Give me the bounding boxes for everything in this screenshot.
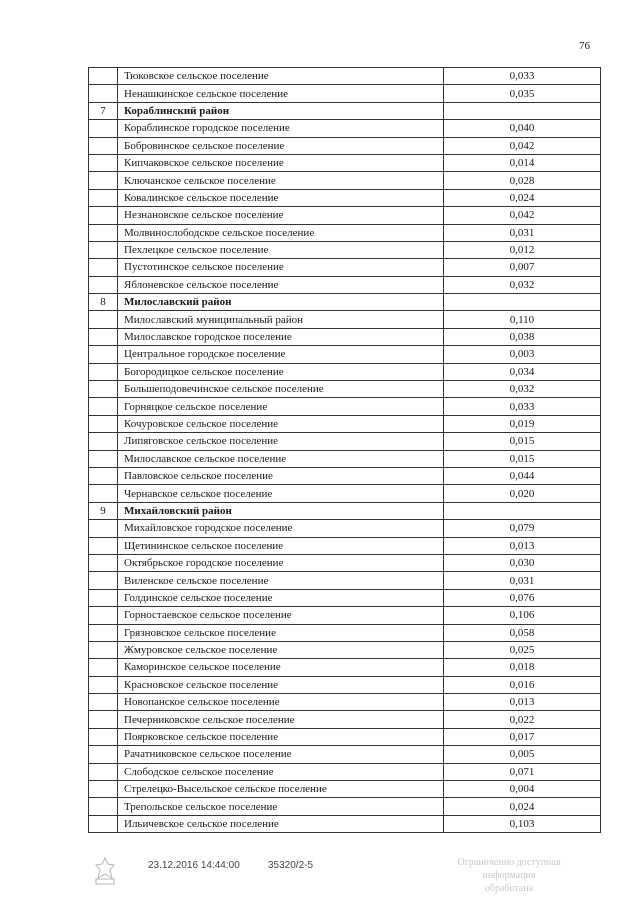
district-name-cell: Михайловский район bbox=[118, 502, 444, 519]
row-number-cell bbox=[89, 172, 118, 189]
table-row bbox=[89, 172, 601, 189]
settlement-name-cell: Чернавское сельское поселение bbox=[118, 485, 444, 502]
row-number-cell bbox=[89, 311, 118, 328]
value-cell: 0,042 bbox=[444, 137, 601, 154]
row-number-cell bbox=[89, 485, 118, 502]
value-cell: 0,031 bbox=[444, 224, 601, 241]
value-cell: 0,058 bbox=[444, 624, 601, 641]
settlement-name-cell: Милославский муниципальный район bbox=[118, 311, 444, 328]
district-name-cell: Милославский район bbox=[118, 294, 444, 311]
watermark-line-2: обработана bbox=[484, 883, 534, 894]
table-row bbox=[89, 607, 601, 624]
settlement-name-cell: Молвинослободское сельское поселение bbox=[118, 224, 444, 241]
row-number-cell bbox=[89, 641, 118, 658]
settlement-name-cell: Слободское сельское поселение bbox=[118, 763, 444, 780]
row-number-cell bbox=[89, 137, 118, 154]
row-number-cell bbox=[89, 728, 118, 745]
row-number-cell bbox=[89, 328, 118, 345]
value-cell: 0,030 bbox=[444, 554, 601, 571]
table-row bbox=[89, 120, 601, 137]
table-row bbox=[89, 746, 601, 763]
row-number-cell bbox=[89, 537, 118, 554]
value-cell: 0,020 bbox=[444, 485, 601, 502]
table-row bbox=[89, 554, 601, 571]
value-cell: 0,106 bbox=[444, 607, 601, 624]
row-number-cell bbox=[89, 711, 118, 728]
table-row bbox=[89, 659, 601, 676]
row-number-cell bbox=[89, 398, 118, 415]
value-cell: 0,032 bbox=[444, 276, 601, 293]
settlement-name-cell: Ковалинское сельское поселение bbox=[118, 189, 444, 206]
row-number-cell: 9 bbox=[89, 502, 118, 519]
settlement-name-cell: Милославское сельское поселение bbox=[118, 450, 444, 467]
value-cell: 0,044 bbox=[444, 467, 601, 484]
settlement-name-cell: Виленское сельское поселение bbox=[118, 572, 444, 589]
table-row bbox=[89, 346, 601, 363]
row-number-cell bbox=[89, 276, 118, 293]
table-row bbox=[89, 589, 601, 606]
settlement-name-cell: Щетининское сельское поселение bbox=[118, 537, 444, 554]
row-number-cell bbox=[89, 659, 118, 676]
table-row bbox=[89, 450, 601, 467]
settlement-name-cell: Жмуровское сельское поселение bbox=[118, 641, 444, 658]
settlement-name-cell: Кочуровское сельское поселение bbox=[118, 415, 444, 432]
settlement-name-cell: Большеподовечинское сельское поселение bbox=[118, 381, 444, 398]
table-row bbox=[89, 259, 601, 276]
value-cell: 0,003 bbox=[444, 346, 601, 363]
value-cell: 0,032 bbox=[444, 381, 601, 398]
table-row bbox=[89, 763, 601, 780]
settlement-name-cell: Каморинское сельское поселение bbox=[118, 659, 444, 676]
settlement-name-cell: Горняцкое сельское поселение bbox=[118, 398, 444, 415]
settlement-name-cell: Михайловское городское поселение bbox=[118, 520, 444, 537]
value-cell: 0,005 bbox=[444, 746, 601, 763]
table-row bbox=[89, 224, 601, 241]
row-number-cell bbox=[89, 224, 118, 241]
table-row bbox=[89, 68, 601, 85]
page-footer bbox=[0, 856, 640, 896]
district-name-cell: Кораблинский район bbox=[118, 102, 444, 119]
row-number-cell bbox=[89, 450, 118, 467]
coat-of-arms-icon bbox=[92, 856, 118, 891]
row-number-cell bbox=[89, 589, 118, 606]
value-cell: 0,033 bbox=[444, 68, 601, 85]
settlement-name-cell: Центральное городское поселение bbox=[118, 346, 444, 363]
value-cell: 0,013 bbox=[444, 537, 601, 554]
row-number-cell bbox=[89, 207, 118, 224]
settlement-name-cell: Бобровинское сельское поселение bbox=[118, 137, 444, 154]
allocation-table bbox=[88, 67, 601, 833]
row-number-cell bbox=[89, 189, 118, 206]
table-row bbox=[89, 189, 601, 206]
value-cell: 0,015 bbox=[444, 433, 601, 450]
value-cell: 0,017 bbox=[444, 728, 601, 745]
value-cell: 0,022 bbox=[444, 711, 601, 728]
row-number-cell bbox=[89, 467, 118, 484]
settlement-name-cell: Кипчаковское сельское поселение bbox=[118, 154, 444, 171]
footer-doc-number: 35320/2-5 bbox=[268, 860, 314, 871]
value-cell: 0,033 bbox=[444, 398, 601, 415]
watermark-line-1: Ограниченно доступная информация bbox=[457, 857, 561, 881]
settlement-name-cell: Стрелецко-Высельское сельское поселение bbox=[118, 781, 444, 798]
row-number-cell bbox=[89, 572, 118, 589]
row-number-cell bbox=[89, 154, 118, 171]
table-row bbox=[89, 415, 601, 432]
value-cell bbox=[444, 294, 601, 311]
settlement-name-cell: Незнановское сельское поселение bbox=[118, 207, 444, 224]
value-cell: 0,018 bbox=[444, 659, 601, 676]
table-row bbox=[89, 537, 601, 554]
settlement-name-cell: Новопанское сельское поселение bbox=[118, 694, 444, 711]
value-cell: 0,110 bbox=[444, 311, 601, 328]
row-number-cell bbox=[89, 781, 118, 798]
row-number-cell bbox=[89, 415, 118, 432]
table-row bbox=[89, 328, 601, 345]
settlement-name-cell: Богородицкое сельское поселение bbox=[118, 363, 444, 380]
row-number-cell bbox=[89, 363, 118, 380]
value-cell: 0,024 bbox=[444, 798, 601, 815]
table-row bbox=[89, 85, 601, 102]
settlement-name-cell: Ненашкинское сельское поселение bbox=[118, 85, 444, 102]
settlement-name-cell: Пустотинское сельское поселение bbox=[118, 259, 444, 276]
value-cell: 0,040 bbox=[444, 120, 601, 137]
watermark-stamp bbox=[434, 856, 584, 895]
settlement-name-cell: Тюковское сельское поселение bbox=[118, 68, 444, 85]
value-cell: 0,034 bbox=[444, 363, 601, 380]
value-cell: 0,013 bbox=[444, 694, 601, 711]
table-row bbox=[89, 398, 601, 415]
settlement-name-cell: Милославское городское поселение bbox=[118, 328, 444, 345]
table-row bbox=[89, 520, 601, 537]
district-row bbox=[89, 294, 601, 311]
settlement-name-cell: Липяговское сельское поселение bbox=[118, 433, 444, 450]
table-row bbox=[89, 815, 601, 832]
row-number-cell bbox=[89, 763, 118, 780]
value-cell: 0,028 bbox=[444, 172, 601, 189]
settlement-name-cell: Октябрьское городское поселение bbox=[118, 554, 444, 571]
row-number-cell bbox=[89, 815, 118, 832]
row-number-cell bbox=[89, 607, 118, 624]
table-row bbox=[89, 207, 601, 224]
district-row bbox=[89, 502, 601, 519]
table-row bbox=[89, 381, 601, 398]
value-cell bbox=[444, 502, 601, 519]
value-cell: 0,015 bbox=[444, 450, 601, 467]
table-row bbox=[89, 781, 601, 798]
table-row bbox=[89, 276, 601, 293]
table-row bbox=[89, 572, 601, 589]
value-cell: 0,016 bbox=[444, 676, 601, 693]
value-cell: 0,004 bbox=[444, 781, 601, 798]
value-cell: 0,031 bbox=[444, 572, 601, 589]
settlement-name-cell: Голдинское сельское поселение bbox=[118, 589, 444, 606]
value-cell: 0,024 bbox=[444, 189, 601, 206]
row-number-cell: 7 bbox=[89, 102, 118, 119]
table-row bbox=[89, 467, 601, 484]
settlement-name-cell: Красновское сельское поселение bbox=[118, 676, 444, 693]
row-number-cell bbox=[89, 554, 118, 571]
table-row bbox=[89, 624, 601, 641]
table-row bbox=[89, 137, 601, 154]
table-row bbox=[89, 711, 601, 728]
value-cell: 0,103 bbox=[444, 815, 601, 832]
settlement-name-cell: Пехлецкое сельское поселение bbox=[118, 241, 444, 258]
footer-datetime: 23.12.2016 14:44:00 bbox=[148, 860, 240, 871]
row-number-cell bbox=[89, 85, 118, 102]
settlement-name-cell: Грязновское сельское поселение bbox=[118, 624, 444, 641]
settlement-name-cell: Ильичевское сельское поселение bbox=[118, 815, 444, 832]
settlement-name-cell: Яблоневское сельское поселение bbox=[118, 276, 444, 293]
value-cell bbox=[444, 102, 601, 119]
settlement-name-cell: Рачатниковское сельское поселение bbox=[118, 746, 444, 763]
row-number-cell bbox=[89, 624, 118, 641]
value-cell: 0,079 bbox=[444, 520, 601, 537]
row-number-cell bbox=[89, 241, 118, 258]
value-cell: 0,035 bbox=[444, 85, 601, 102]
settlement-name-cell: Трепольское сельское поселение bbox=[118, 798, 444, 815]
table-row bbox=[89, 363, 601, 380]
value-cell: 0,042 bbox=[444, 207, 601, 224]
row-number-cell: 8 bbox=[89, 294, 118, 311]
table-row bbox=[89, 728, 601, 745]
settlement-name-cell: Кораблинское городское поселение bbox=[118, 120, 444, 137]
row-number-cell bbox=[89, 259, 118, 276]
table-row bbox=[89, 641, 601, 658]
settlement-name-cell: Поярковское сельское поселение bbox=[118, 728, 444, 745]
settlement-name-cell: Ключанское сельское поселение bbox=[118, 172, 444, 189]
value-cell: 0,007 bbox=[444, 259, 601, 276]
settlement-name-cell: Печерниковское сельское поселение bbox=[118, 711, 444, 728]
value-cell: 0,025 bbox=[444, 641, 601, 658]
value-cell: 0,019 bbox=[444, 415, 601, 432]
table-row bbox=[89, 154, 601, 171]
page-number: 76 bbox=[579, 40, 590, 52]
settlement-name-cell: Павловское сельское поселение bbox=[118, 467, 444, 484]
value-cell: 0,076 bbox=[444, 589, 601, 606]
row-number-cell bbox=[89, 433, 118, 450]
table-row bbox=[89, 485, 601, 502]
row-number-cell bbox=[89, 120, 118, 137]
row-number-cell bbox=[89, 520, 118, 537]
row-number-cell bbox=[89, 346, 118, 363]
table-body bbox=[89, 68, 601, 833]
row-number-cell bbox=[89, 746, 118, 763]
row-number-cell bbox=[89, 676, 118, 693]
value-cell: 0,071 bbox=[444, 763, 601, 780]
table-row bbox=[89, 433, 601, 450]
settlement-name-cell: Горностаевское сельское поселение bbox=[118, 607, 444, 624]
table-row bbox=[89, 676, 601, 693]
value-cell: 0,012 bbox=[444, 241, 601, 258]
table-row bbox=[89, 241, 601, 258]
value-cell: 0,038 bbox=[444, 328, 601, 345]
row-number-cell bbox=[89, 68, 118, 85]
table-row bbox=[89, 311, 601, 328]
table-row bbox=[89, 694, 601, 711]
table-row bbox=[89, 798, 601, 815]
value-cell: 0,014 bbox=[444, 154, 601, 171]
row-number-cell bbox=[89, 798, 118, 815]
row-number-cell bbox=[89, 381, 118, 398]
row-number-cell bbox=[89, 694, 118, 711]
district-row bbox=[89, 102, 601, 119]
